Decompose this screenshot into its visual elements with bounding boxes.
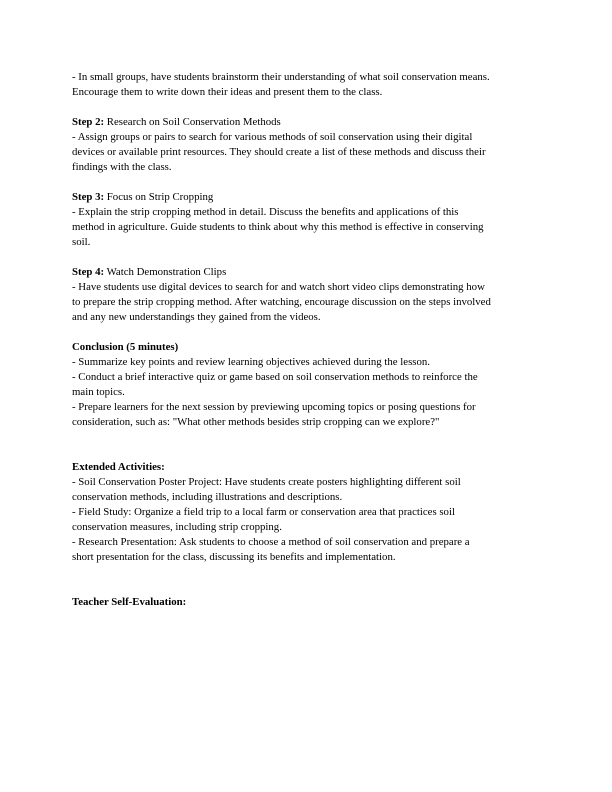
step-4-line: to prepare the strip cropping method. After watching, encourage discussion on the steps involved xyxy=(72,296,491,308)
extended-activities-line: conservation measures, including strip cropping. xyxy=(72,521,282,533)
conclusion-section xyxy=(72,340,544,430)
spacer xyxy=(72,430,544,460)
step-4-title: Watch Demonstration Clips xyxy=(104,266,227,278)
extended-activities-line: - Research Presentation: Ask students to choose a method of soil conservation and prepare a xyxy=(72,536,470,548)
conclusion-heading: Conclusion (5 minutes) xyxy=(72,341,179,353)
teacher-self-evaluation-section xyxy=(72,595,544,610)
extended-activities-line: short presentation for the class, discussing its benefits and implementation. xyxy=(72,551,396,563)
step-4-label: Step 4: xyxy=(72,266,105,278)
spacer xyxy=(72,325,544,340)
intro-section xyxy=(72,70,544,100)
step-3-line: method in agriculture. Guide students to think about why this method is effective in conserving xyxy=(72,221,484,233)
extended-activities-section xyxy=(72,460,544,565)
step-2-line: devices or available print resources. They should create a list of these methods and discuss their xyxy=(72,146,486,158)
intro-line: Encourage them to write down their ideas and present them to the class. xyxy=(72,86,383,98)
extended-activities-heading: Extended Activities: xyxy=(72,461,165,473)
spacer xyxy=(72,175,544,190)
step-3-label: Step 3: xyxy=(72,191,105,203)
spacer xyxy=(72,100,544,115)
step-2-title: Research on Soil Conservation Methods xyxy=(104,116,281,128)
conclusion-line: - Prepare learners for the next session by previewing upcoming topics or posing questions for xyxy=(72,401,476,413)
step-4-section xyxy=(72,265,544,325)
step-4-line: and any new understandings they gained from the videos. xyxy=(72,311,321,323)
step-2-heading xyxy=(72,115,544,130)
step-2-line: - Assign groups or pairs to search for various methods of soil conservation using their digital xyxy=(72,131,473,143)
step-3-heading xyxy=(72,190,544,205)
conclusion-line: consideration, such as: "What other methods besides strip cropping can we explore?" xyxy=(72,416,440,428)
spacer xyxy=(72,250,544,265)
step-2-label: Step 2: xyxy=(72,116,105,128)
teacher-self-evaluation-heading: Teacher Self-Evaluation: xyxy=(72,596,187,608)
spacer xyxy=(72,565,544,595)
step-4-line: - Have students use digital devices to search for and watch short video clips demonstrating how xyxy=(72,281,485,293)
step-2-section xyxy=(72,115,544,175)
step-3-line: soil. xyxy=(72,236,91,248)
step-2-line: findings with the class. xyxy=(72,161,172,173)
step-3-line: - Explain the strip cropping method in detail. Discuss the benefits and applications of this xyxy=(72,206,459,218)
document-page xyxy=(72,70,544,610)
step-4-heading xyxy=(72,265,544,280)
conclusion-line: main topics. xyxy=(72,386,125,398)
extended-activities-line: - Field Study: Organize a field trip to a local farm or conservation area that practices soil xyxy=(72,506,455,518)
intro-line: - In small groups, have students brainstorm their understanding of what soil conservation means. xyxy=(72,71,490,83)
step-3-section xyxy=(72,190,544,250)
step-3-title: Focus on Strip Cropping xyxy=(104,191,214,203)
extended-activities-line: conservation methods, including illustrations and descriptions. xyxy=(72,491,343,503)
extended-activities-line: - Soil Conservation Poster Project: Have students create posters highlighting different soil xyxy=(72,476,461,488)
conclusion-line: - Summarize key points and review learning objectives achieved during the lesson. xyxy=(72,356,430,368)
conclusion-line: - Conduct a brief interactive quiz or game based on soil conservation methods to reinforce the xyxy=(72,371,478,383)
